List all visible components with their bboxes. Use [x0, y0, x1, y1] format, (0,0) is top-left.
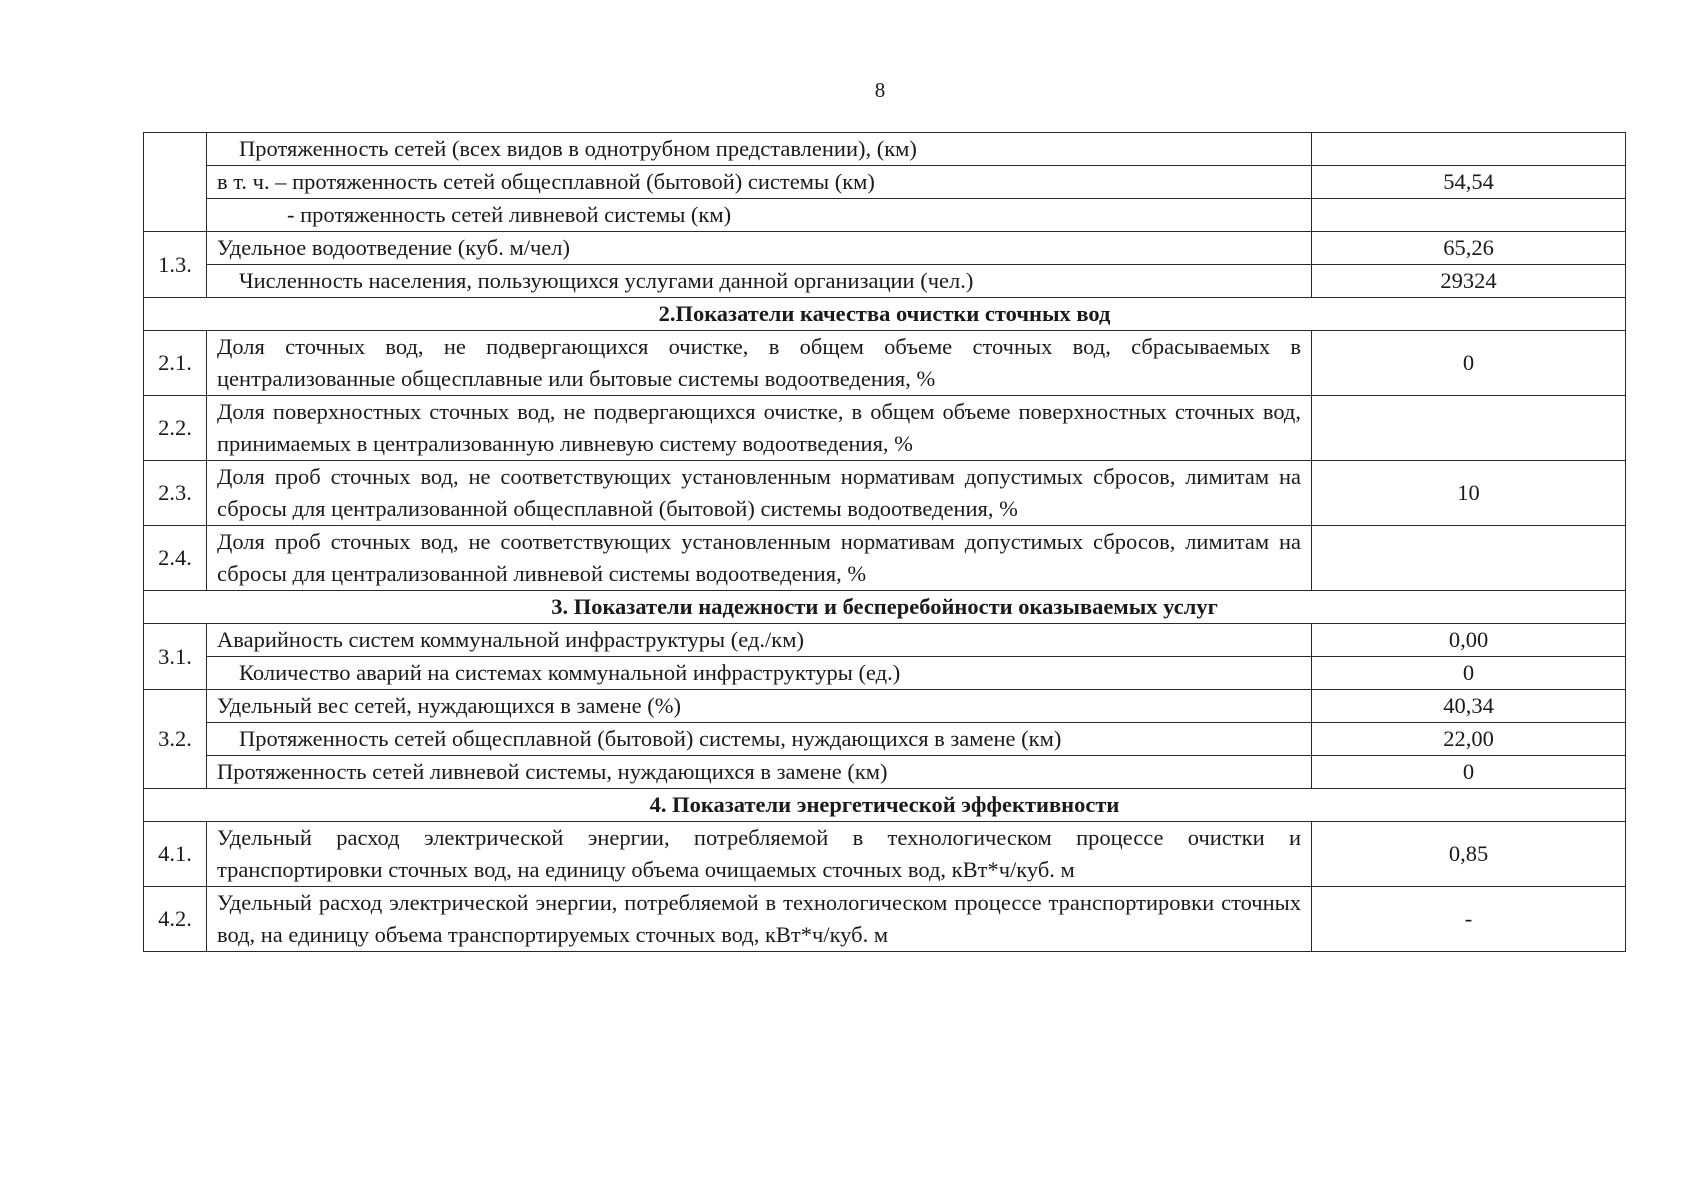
table-row: [144, 723, 1626, 756]
indicators-table: [143, 132, 1626, 952]
section-header-row: [144, 591, 1626, 624]
row-number: 2.2.: [144, 396, 207, 461]
indicator-text: Удельный расход электрической энергии, потребляемой в технологическом процессе транспортировки сточных вод, на единицу объема транспортируемых сточных вод, кВт*ч/куб. м: [207, 887, 1312, 952]
indicator-value: [1312, 133, 1626, 166]
indicator-text: Удельное водоотведение (куб. м/чел): [207, 232, 1312, 265]
indicator-text: Протяженность сетей общесплавной (бытовой) системы, нуждающихся в замене (км): [207, 723, 1312, 756]
indicator-value: 0: [1312, 657, 1626, 690]
section-header-row: [144, 298, 1626, 331]
table-row: [144, 624, 1626, 657]
indicator-value: 65,26: [1312, 232, 1626, 265]
indicator-text: Удельный вес сетей, нуждающихся в замене (%): [207, 690, 1312, 723]
row-number: 2.4.: [144, 526, 207, 591]
table-row: [144, 232, 1626, 265]
table-row: [144, 756, 1626, 789]
indicator-value: 10: [1312, 461, 1626, 526]
table-row: [144, 822, 1626, 887]
row-number: 1.3.: [144, 232, 207, 298]
row-number: 3.1.: [144, 624, 207, 690]
table-row: [144, 331, 1626, 396]
row-number: 2.3.: [144, 461, 207, 526]
indicator-value: 22,00: [1312, 723, 1626, 756]
row-number: 3.2.: [144, 690, 207, 789]
section-title: 2.Показатели качества очистки сточных вод: [144, 298, 1626, 331]
indicator-text: Протяженность сетей ливневой системы, нуждающихся в замене (км): [207, 756, 1312, 789]
indicator-value: 40,34: [1312, 690, 1626, 723]
indicator-value: 29324: [1312, 265, 1626, 298]
indicator-value: [1312, 396, 1626, 461]
indicator-value: -: [1312, 887, 1626, 952]
indicator-value: 0,00: [1312, 624, 1626, 657]
indicator-text: Доля проб сточных вод, не соответствующих установленным нормативам допустимых сбросов, лимитам на сбросы для централизованной ливневой системы водоотведения, %: [207, 526, 1312, 591]
row-number: 4.1.: [144, 822, 207, 887]
indicator-text: Удельный расход электрической энергии, потребляемой в технологическом процессе очистки и транспортировки сточных вод, на единицу объема очищаемых сточных вод, кВт*ч/куб. м: [207, 822, 1312, 887]
indicator-value: [1312, 526, 1626, 591]
indicator-text: - протяженность сетей ливневой системы (км): [207, 199, 1312, 232]
indicator-text: Протяженность сетей (всех видов в однотрубном представлении), (км): [207, 133, 1312, 166]
indicator-text: Количество аварий на системах коммунальной инфраструктуры (ед.): [207, 657, 1312, 690]
table-row: [144, 133, 1626, 166]
section-header-row: [144, 789, 1626, 822]
indicator-text: в т. ч. – протяженность сетей общесплавной (бытовой) системы (км): [207, 166, 1312, 199]
row-number-cell: [144, 133, 207, 232]
row-number: 2.1.: [144, 331, 207, 396]
indicator-text: Доля сточных вод, не подвергающихся очистке, в общем объеме сточных вод, сбрасываемых в централизованные общесплавные или бытовые системы водоотведения, %: [207, 331, 1312, 396]
table-row: [144, 166, 1626, 199]
indicator-text: Численность населения, пользующихся услугами данной организации (чел.): [207, 265, 1312, 298]
table-row: [144, 265, 1626, 298]
table-row: [144, 461, 1626, 526]
indicator-text: Доля поверхностных сточных вод, не подвергающихся очистке, в общем объеме поверхностных сточных вод, принимаемых в централизованную ливневую систему водоотведения, %: [207, 396, 1312, 461]
table-row: [144, 887, 1626, 952]
table-row: [144, 526, 1626, 591]
indicator-text: Аварийность систем коммунальной инфраструктуры (ед./км): [207, 624, 1312, 657]
indicator-text: Доля проб сточных вод, не соответствующих установленным нормативам допустимых сбросов, лимитам на сбросы для централизованной общесплавной (бытовой) системы водоотведения, %: [207, 461, 1312, 526]
indicator-value: [1312, 199, 1626, 232]
table-row: [144, 690, 1626, 723]
indicator-value: 0: [1312, 331, 1626, 396]
row-number: 4.2.: [144, 887, 207, 952]
indicator-value: 0: [1312, 756, 1626, 789]
table-row: [144, 199, 1626, 232]
indicator-value: 0,85: [1312, 822, 1626, 887]
indicator-value: 54,54: [1312, 166, 1626, 199]
table-row: [144, 657, 1626, 690]
section-title: 3. Показатели надежности и бесперебойности оказываемых услуг: [144, 591, 1626, 624]
table-row: [144, 396, 1626, 461]
section-title: 4. Показатели энергетической эффективности: [144, 789, 1626, 822]
page-number: 8: [874, 78, 886, 102]
